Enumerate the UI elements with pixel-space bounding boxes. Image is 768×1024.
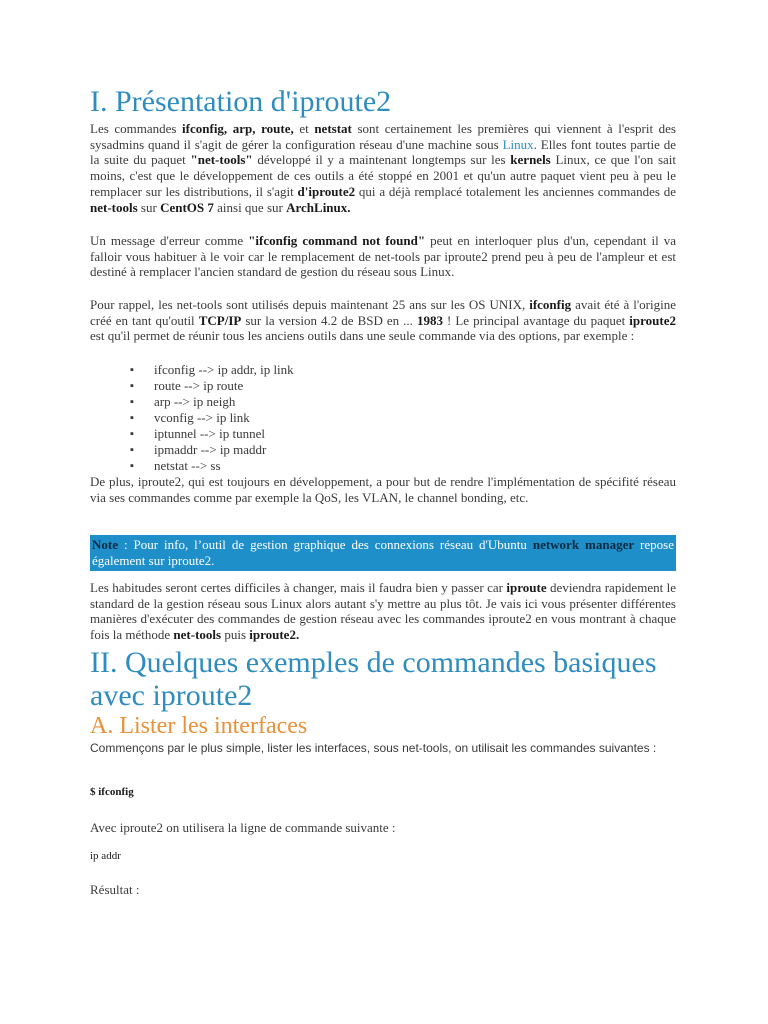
list-item: ▪ netstat --> ss (130, 458, 530, 474)
list-item: ▪ arp --> ip neigh (130, 394, 530, 410)
development-paragraph: De plus, iproute2, qui est toujours en développement, a pour but de rendre l'implémentation de spécifité réseau via ses commandes comme par exemple la QoS, les VLAN, le channel bonding, etc. (90, 474, 676, 505)
note-label: Note (92, 537, 118, 552)
error-message-paragraph: Un message d'erreur comme "ifconfig command not found" peut en interloquer plus d'un, cependant il va falloir vous habituer à le voir car le remplacement de net-tools par iproute2 prend peu à peu de l'ampleur et est destiné à remplacer l'ancien standard de gestion du réseau sous Linux. (90, 233, 676, 280)
history-paragraph: Pour rappel, les net-tools sont utilisés depuis maintenant 25 ans sur les OS UNIX, ifconfig avait été à l'origine créé en tant qu'outil TCP/IP sur la version 4.2 de BSD en ... 1983 ! Le principal avantage du paquet iproute2 est qu'il permet de réunir tous les anciens outils dans une seule commande via des options, par exemple : (90, 297, 677, 344)
list-item: ▪ route --> ip route (130, 378, 530, 394)
linux-link[interactable]: Linux (502, 136, 534, 152)
command-mapping-list (130, 362, 530, 474)
ifconfig-command: $ ifconfig (90, 786, 134, 798)
result-label: Résultat : (90, 882, 140, 897)
intro-paragraph: Les commandes ifconfig, arp, route, et netstat sont certainement les premières qui viennent à l'esprit des sysadmins quand il s'agit de gérer la configuration réseau d'une machine sous Linux. Elles font toutes partie de la suite du paquet "net-tools" développé il y a maintenant longtemps sur les kernels Linux, ce que l'on sait moins, c'est que le développement de ces outils a été stoppé en 2001 et qu'un autre paquet vient peu à peu le remplacer sur les distributions, il s'agit d'iproute2 qui a déjà remplacé totalement les anciennes commandes de net-tools sur CentOS 7 ainsi que sur ArchLinux. (90, 121, 677, 215)
list-interfaces-paragraph: Commençons par le plus simple, lister les interfaces, sous net-tools, on utilisait les commandes suivantes : (90, 741, 657, 755)
list-item: ▪ vconfig --> ip link (130, 410, 530, 426)
iproute2-command-paragraph: Avec iproute2 on utilisera la ligne de commande suivante : (90, 820, 396, 835)
section-1-title: I. Présentation d'iproute2 (90, 85, 392, 118)
list-item: ▪ ipmaddr --> ip maddr (130, 442, 530, 458)
subsection-a-title: A. Lister les interfaces (90, 713, 308, 739)
habits-paragraph: Les habitudes seront certes difficiles à changer, mais il faudra bien y passer car iproute deviendra rapidement le standard de la gestion réseau sous Linux alors autant s'y mettre au plus tôt. Je vais ici vous présenter différentes manières d'exécuter des commandes de gestion réseau avec les commandes iproute2 en vous montrant à chaque fois la méthode net-tools puis iproute2. (90, 580, 676, 643)
list-item: ▪ iptunnel --> ip tunnel (130, 426, 530, 442)
section-2-title: II. Quelques exemples de commandes basiques avec iproute2 (90, 646, 657, 712)
list-item: ▪ ifconfig --> ip addr, ip link (130, 362, 530, 378)
note-box: Note : Pour info, l’outil de gestion graphique des connexions réseau d'Ubuntu network manager repose également sur iproute2. (90, 535, 676, 571)
ip-addr-command: ip addr (90, 850, 121, 862)
document-page (90, 0, 676, 1024)
